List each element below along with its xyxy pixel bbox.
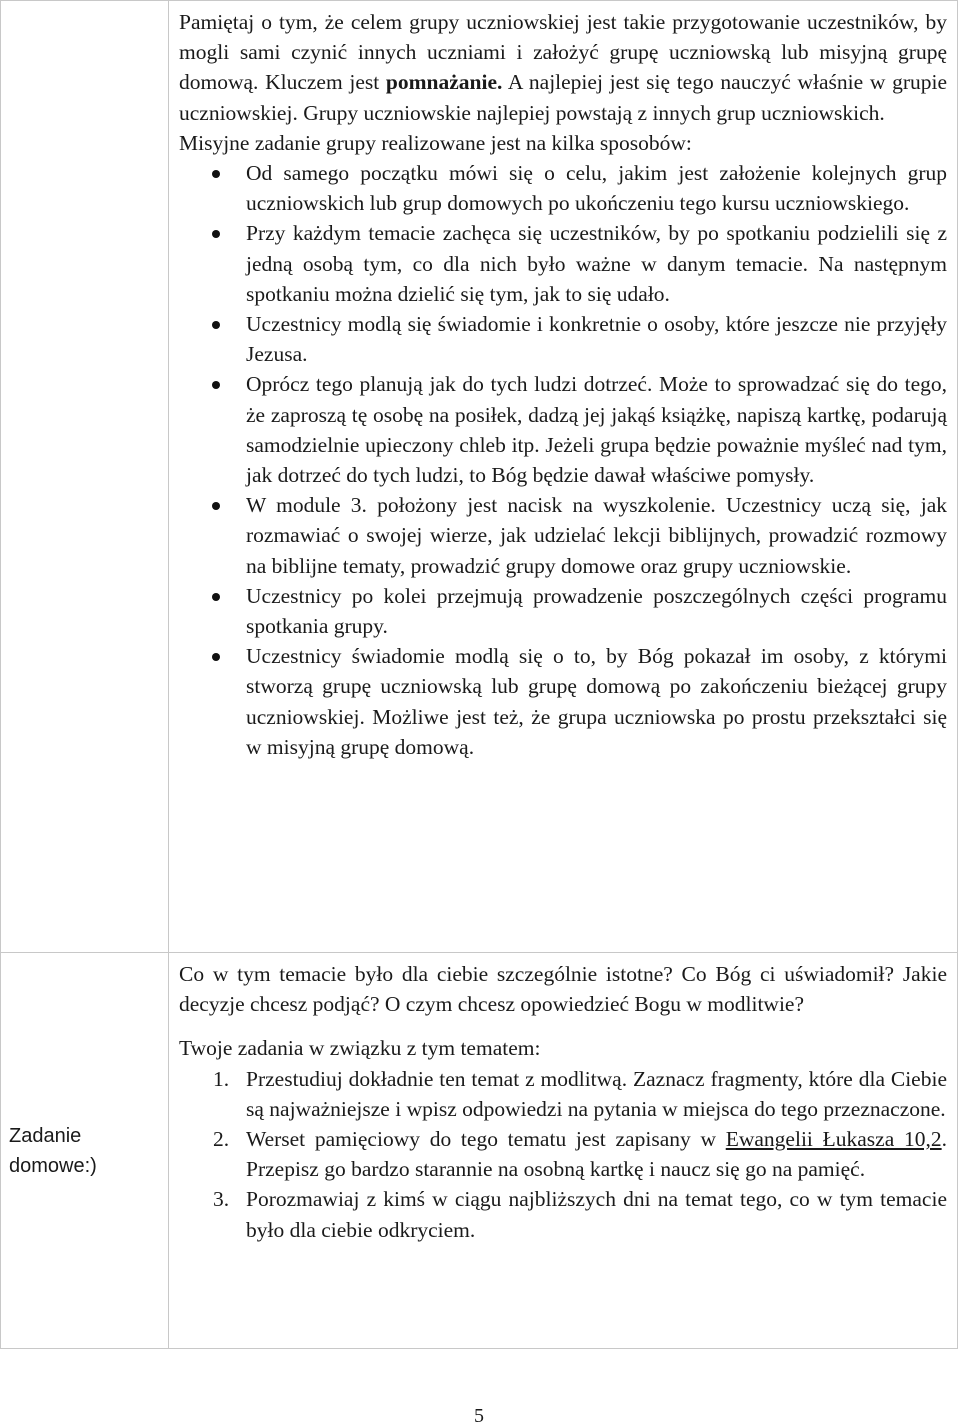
task-number: 2. <box>213 1127 230 1152</box>
task-number: 1. <box>213 1066 230 1091</box>
homework-row <box>1 953 958 1349</box>
bullet-text: Uczestnicy modlą się świadomie i konkretnie o osoby, które jeszcze nie przyjęły Jezusa. <box>246 312 947 367</box>
bullet-dot-icon <box>212 653 220 661</box>
bullet-item <box>179 641 947 762</box>
task-list <box>179 1064 947 1245</box>
homework-label-cell <box>1 953 169 1349</box>
page-number: 5 <box>474 1405 484 1427</box>
bullet-dot-icon <box>212 593 220 601</box>
intro-emphasis: pomnażanie. <box>385 70 503 95</box>
bullet-dot-icon <box>212 170 220 178</box>
reflection-questions: Co w tym temacie było dla ciebie szczególnie istotne? Co Bóg ci uświadomił? Jakie decyzje chcesz podjąć? O czym chcesz opowiedzieć Bogu w modlitwie? <box>179 962 947 1017</box>
empty-label-cell <box>1 1 169 953</box>
intro-text-part2: A najlepiej jest się tego nauczyć właśnie w grupie uczniowskiej. Grupy uczniowskie najlepiej powstają z innych grup uczniowskich. <box>179 70 947 125</box>
task-text-after: . Przepisz go bardzo starannie na osobną kartkę i naucz się go na pamięć. <box>246 1127 947 1182</box>
task-item <box>179 1184 947 1244</box>
task-number: 3. <box>213 1187 230 1212</box>
bullet-dot-icon <box>212 381 220 389</box>
bullet-item <box>179 581 947 641</box>
task-text: Przestudiuj dokładnie ten temat z modlitwą. Zaznacz fragmenty, które dla Ciebie są najważniejsze i wpisz odpowiedzi na pytania w miejsca do tego przeznaczone. <box>246 1066 947 1121</box>
bullet-dot-icon <box>212 502 220 510</box>
bullet-dot-icon <box>212 230 220 238</box>
homework-content-cell <box>169 953 958 1349</box>
bullet-item <box>179 158 947 218</box>
intro-paragraph <box>179 7 947 128</box>
bullet-text: Uczestnicy świadomie modlą się o to, by Bóg pokazał im osoby, z którymi stworzą grupę uczniowską lub grupę domową po zakończeniu bieżącej grupy uczniowskiej. Możliwe jest też, że grupa uczniowska po prostu przekształci się w misyjną grupę domową. <box>246 644 947 759</box>
task-item <box>179 1124 947 1184</box>
task-item <box>179 1064 947 1124</box>
bullet-text: Uczestnicy po kolei przejmują prowadzenie poszczególnych części programu spotkania grupy. <box>246 583 947 639</box>
bullet-text: W module 3. położony jest nacisk na wyszkolenie. Uczestnicy uczą się, jak rozmawiać o swojej wierze, jak udzielać lekcji biblijnych, prowadzić rozmowy na biblijne tematy, prowadzić grupy domowe oraz grupy uczniowskie. <box>246 493 947 578</box>
bullet-text: Od samego początku mówi się o celu, jakim jest założenie kolejnych grup uczniowskich lub grup domowych po ukończeniu tego kursu uczniowskiego. <box>246 161 947 216</box>
mission-intro: Misyjne zadanie grupy realizowane jest na kilka sposobów: <box>179 130 692 155</box>
tasks-heading: Twoje zadania w związku z tym tematem: <box>179 1036 541 1061</box>
task-text: Porozmawiaj z kimś w ciągu najbliższych dni na temat tego, co w tym temacie było dla ciebie odkryciem. <box>246 1187 947 1242</box>
bullet-text: Oprócz tego planują jak do tych ludzi dotrzeć. Może to sprowadzać się do tego, że zaproszą tę osobę na posiłek, dadzą jej jakąś książkę, napiszą kartkę, podarują samodzielnie upieczony chleb itp. Jeżeli grupa będzie poważnie myśleć nad tym, jak dotrzeć do tych ludzi, to Bóg będzie dawał właściwe pomysły. <box>246 372 947 488</box>
intro-text-part1: Pamiętaj o tym, że celem grupy uczniowskiej jest takie przygotowanie uczestników, by mogli sami czynić innych uczniami i założyć grupę uczniowską lub misyjną grupę domową. Kluczem jest <box>179 10 947 95</box>
bullet-item <box>179 309 947 369</box>
task-text-before: Werset pamięciowy do tego tematu jest zapisany w <box>246 1127 726 1152</box>
bullet-item <box>179 369 947 490</box>
homework-label: Zadanie domowe:) <box>9 1124 97 1177</box>
mission-bullet-list <box>179 158 947 762</box>
bullet-text: Przy każdym temacie zachęca się uczestników, by po spotkaniu podzielili się z jedną osobą tym, co dla nich było ważne w danym temacie. Na następnym spotkaniu można dzielić się tym, jak to się udało. <box>246 221 947 306</box>
content-cell <box>169 1 958 953</box>
bullet-item <box>179 490 947 581</box>
bullet-dot-icon <box>212 321 220 329</box>
bullet-item <box>179 218 947 309</box>
content-row <box>1 1 958 953</box>
scripture-link[interactable]: Ewangelii Łukasza 10,2 <box>725 1127 942 1152</box>
